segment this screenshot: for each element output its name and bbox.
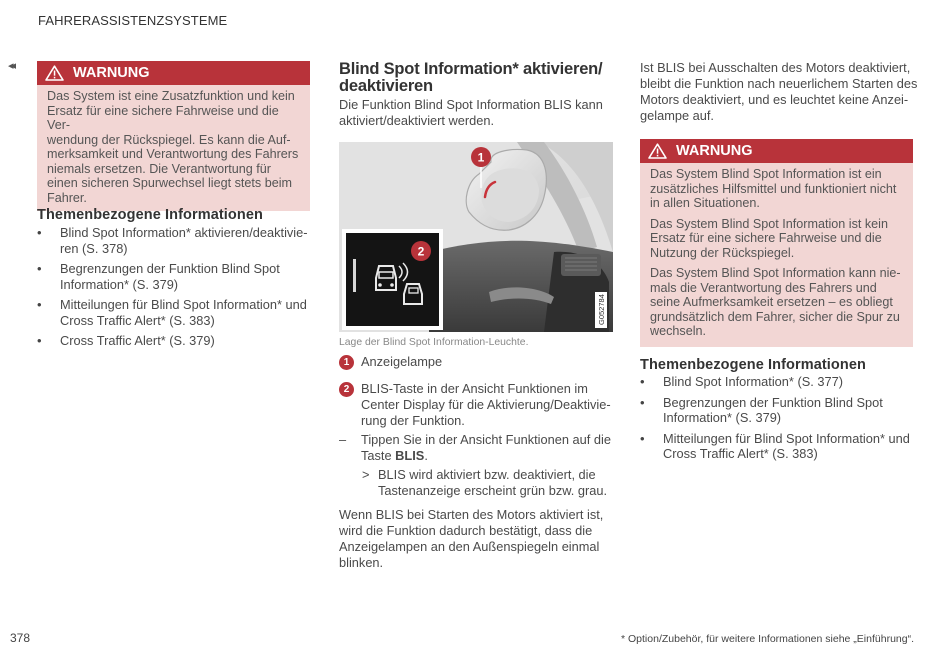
warning-title: WARNUNG [73,65,150,81]
instruction-step: – Tippen Sie in der Ansicht Funktionen auf die Taste BLIS. [339,432,611,463]
warning-triangle-icon [648,143,667,159]
warning-line: Fahrer. [47,190,87,205]
page-number: 378 [10,631,31,645]
figure-caption: Lage der Blind Spot Information-Leuchte. [339,337,529,348]
warning-text: Das System Blind Spot Information ist ein zusätzliches Hilfsmittel und funktioniert nicht in allen Situationen. Das System Blind Spot Information ist kein Ersatz für eine sichere Fahrweise und die Nutzung der Rückspiegel. Das System Blind Spot Information kann nie- mals die Verantwortung des Fahrers und seine Aufmerksamkeit ersetzen – es obliegt grundsätzlich dem Fahrer, sicher die Spur zu wechseln. [640,163,913,347]
related-info-title: Themenbezogene Informationen [37,207,263,223]
footnote: * Option/Zubehör, für weitere Informationen siehe „Einführung“. [621,633,914,645]
warning-box-2 [640,139,913,347]
related-info-list [37,225,312,349]
legend-number-2: 2 [339,382,354,397]
related-link[interactable]: • Blind Spot Information* aktivieren/deaktivie- ren (S. 378) [37,225,312,256]
related-link[interactable]: • Blind Spot Information* (S. 377) [640,374,925,390]
warning-text [37,85,310,211]
related-link[interactable]: • Begrenzungen der Funktion Blind Spot Information* (S. 379) [640,395,925,426]
related-info-list [640,374,925,462]
result-marker: > [362,467,370,482]
col3-intro: Ist BLIS bei Ausschalten des Motors deaktiviert, bleibt die Funktion nach neuerlichem Starten des Motors deaktiviert, und es leuchtet keine Anzei- gelampe auf. [640,60,918,123]
related-info-section-1 [37,207,312,354]
step-marker: – [339,432,347,447]
instruction-result: > BLIS wird aktiviert bzw. deaktiviert, die Tastenanzeige erscheint grün bzw. grau. [362,467,608,498]
svg-text:2: 2 [417,244,425,259]
center-display-inset [342,229,443,330]
section-title: Blind Spot Information* aktivieren/ deaktivieren [339,60,603,95]
warning-line: einen sicheren Spurwechsel liegt stets beim [47,176,293,190]
warning-header [37,61,310,85]
warning-title: WARNUNG [676,143,753,159]
warning-line: wendung der Rückspiegel. Es kann die Auf- [47,132,291,147]
numbered-legend [339,354,624,499]
running-header: FAHRERASSISTENZSYSTEME [38,13,228,28]
warning-triangle-icon [45,65,64,81]
display-lane-marker [353,259,356,292]
section-intro: Die Funktion Blind Spot Information BLIS kann aktiviert/deaktiviert werden. [339,97,603,128]
related-info-title: Themenbezogene Informationen [640,357,866,373]
warning-line: niemals ersetzen. Die Verantwortung für [47,161,271,176]
related-info-section-2 [640,357,925,467]
warning-box-1 [37,61,310,211]
legend-item-2: 2 BLIS-Taste in der Ansicht Funktionen im Center Display für die Aktivierung/Deaktivie- rung der Funktion. [339,381,624,429]
warning-line: Ersatz für eine sichere Fahrweise und die Ver- [47,103,279,132]
blis-figure [339,142,613,332]
legend-item-1: 1 Anzeigelampe [339,354,624,370]
outro-paragraph: Wenn BLIS bei Starten des Motors aktiviert ist, wird die Funktion dadurch bestätigt, dass die Anzeigelampen an den Außenspiegeln einmal blinken. [339,507,604,570]
speaker-grille [561,254,601,276]
related-link[interactable]: • Cross Traffic Alert* (S. 379) [37,333,312,349]
back-arrows-icon[interactable]: ◂◂ [8,60,14,72]
legend-number-1: 1 [339,355,354,370]
related-link[interactable]: • Mitteilungen für Blind Spot Information* und Cross Traffic Alert* (S. 383) [37,297,312,328]
related-link[interactable]: • Mitteilungen für Blind Spot Information* und Cross Traffic Alert* (S. 383) [640,431,925,462]
warning-header [640,139,913,163]
warning-line: merksamkeit und Verantwortung des Fahrers [47,147,299,161]
related-link[interactable]: • Begrenzungen der Funktion Blind Spot Information* (S. 379) [37,261,312,292]
blis-key-label: BLIS [395,448,425,463]
svg-text:1: 1 [477,150,485,165]
figure-code: G052784 [597,294,606,325]
warning-line: Das System ist eine Zusatzfunktion und kein [47,89,295,103]
